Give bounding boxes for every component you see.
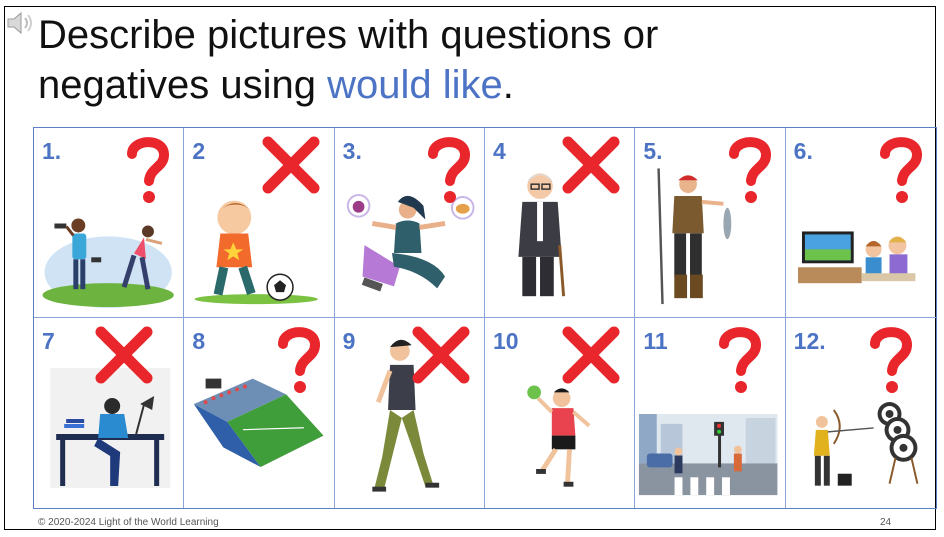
cell-number: 7 [42, 328, 55, 354]
grid-cell-2 [184, 128, 334, 318]
cross-mark-icon [410, 324, 472, 386]
grid-cell-12 [786, 318, 936, 508]
cell-number: 9 [342, 328, 356, 354]
copyright-footer: © 2020-2024 Light of the World Learning [38, 517, 219, 528]
cross-mark-icon [560, 324, 622, 386]
cross-mark-icon [93, 324, 155, 386]
slide-title [38, 10, 658, 110]
cross-mark-icon [560, 134, 622, 196]
grid-cell-5 [635, 128, 785, 318]
grid-cell-11 [635, 318, 785, 508]
cell-number: 12. [793, 328, 826, 354]
grid-cell-6 [786, 128, 936, 318]
question-mark-icon [717, 324, 763, 396]
cell-number: 2 [192, 138, 206, 164]
cross-mark-icon [260, 134, 322, 196]
grid-cell-10 [485, 318, 635, 508]
question-mark-icon [426, 134, 472, 206]
speaker-icon[interactable] [6, 10, 36, 36]
cell-number: 10 [492, 328, 519, 354]
question-mark-icon [727, 134, 773, 206]
cell-number: 4 [492, 138, 506, 164]
cell-number: 5. [643, 138, 663, 164]
question-mark-icon [276, 324, 322, 396]
grid-cell-1 [34, 128, 184, 318]
title-accent: would like [327, 63, 503, 107]
cell-number: 6. [793, 138, 813, 164]
grid-cell-4 [485, 128, 635, 318]
grid-cell-3 [335, 128, 485, 318]
cell-number: 1. [42, 138, 62, 164]
grid-cell-7 [34, 318, 184, 508]
page-number: 24 [880, 517, 892, 528]
cell-number: 8 [192, 328, 206, 354]
question-mark-icon [868, 324, 914, 396]
picture-grid [33, 127, 937, 509]
title-line-2-start: negatives using [38, 63, 328, 107]
title-line-2-end: . [502, 63, 514, 107]
cell-number: 3. [342, 138, 362, 164]
grid-cell-9 [335, 318, 485, 508]
title-line-1: Describe pictures with questions or [38, 13, 659, 57]
question-mark-icon [125, 134, 171, 206]
grid-cell-8 [184, 318, 334, 508]
question-mark-icon [878, 134, 924, 206]
cell-number: 11 [643, 328, 668, 354]
